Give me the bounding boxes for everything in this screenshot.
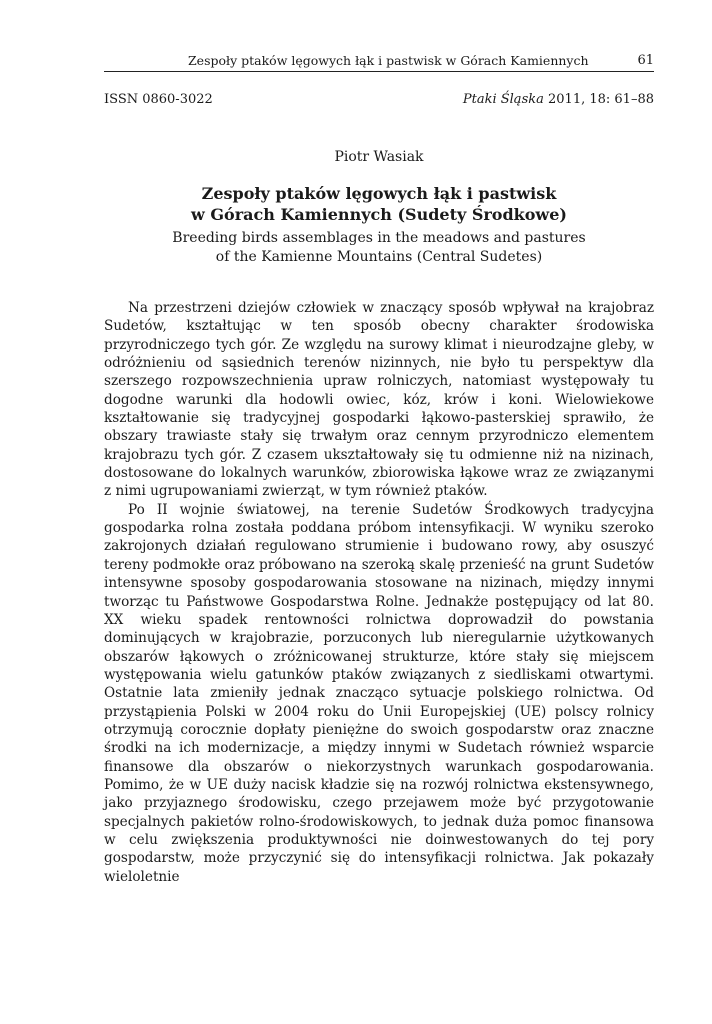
page-number: 61 [637,53,654,68]
title-pl-line-1: Zespoły ptaków lęgowych łąk i pastwisk [201,184,557,203]
paragraph-2: Po II wojnie światowej, na terenie Sudetów Środkowych tradycyjna gospodarka rolna została poddana próbom intensyfikacji. W wyniku szeroko zakrojonych działań regulowano strumienie i budowano rowy, aby osuszyć tereny podmokłe oraz próbowano na szeroką skalę przenieść na grunt Sudetów intensywne sposoby gospodarowania stosowane na nizinach, między innymi tworząc tu Państwowe Gospodarstwa Rolne. Jednakże postępujący od lat 80. XX wieku spadek rentowności rolnictwa doprowadził do powstania dominujących w krajobrazie, porzuconych lub nieregularnie użytkowanych obszarów łąkowych o zróżnicowanej strukturze, które stały się miejscem występowania wielu gatunków ptaków związanych z siedliskami otwartymi. Ostatnie lata zmieniły jednak znacząco sytuacje polskiego rolnictwa. Od przystąpienia Polski w 2004 roku do Unii Europejskiej (UE) polscy rolnicy otrzymują corocznie dopłaty pieniężne do swoich gospodarstw oraz znaczne środki na ich modernizacje, a między innymi w Sudetach również wsparcie finansowe dla obszarów o niekorzystnych warunkach gospodarowania. Pomimo, że w UE duży nacisk kładzie się na rozwój rolnictwa ekstensywnego, jako przyjaznego środowisku, czego przejawem może być przygotowanie specjalnych pakietów rolno-środowiskowych, to jednak duża pomoc finansowa w celu zwiększenia produktywności nie doinwestowanych do tej pory gospodarstw, może przyczynić się do intensyfikacji rolnictwa. Jak pokazały wieloletnie [104,501,654,885]
issn: ISSN 0860-3022 [104,92,213,107]
title-en-line-1: Breeding birds assemblages in the meadows and pastures [172,230,586,246]
author-name: Piotr Wasiak [334,149,424,165]
title-pl-line-2: w Górach Kamiennych (Sudety Środkowe) [191,205,567,224]
journal-citation [463,92,654,107]
running-head-title: Zespoły ptaków lęgowych łąk i pastwisk w Górach Kamiennych [188,53,589,68]
article-title-polish [104,183,654,225]
article-body [104,299,654,886]
journal-name: Ptaki Śląska [462,92,544,107]
paragraph-1: Na przestrzeni dziejów człowiek w znaczący sposób wpływał na krajobraz Sudetów, kształtując w ten sposób obecny charakter środowiska przyrodniczego tych gór. Ze względu na surowy klimat i nieurodzajne gleby, w odróżnieniu od sąsiednich terenów nizinnych, nie było tu perspektyw dla szerszego rozpowszechnienia upraw rolniczych, natomiast występowały tu dogodne warunki dla hodowli owiec, kóz, krów i koni. Wielowiekowe kształtowanie się tradycyjnej gospodarki łąkowo-pasterskiej sprawiło, że obszary trawiaste stały się trwałym oraz cennym przyrodniczo elementem krajobrazu tych gór. Z czasem ukształtowały się tu odmienne niż na nizinach, dostosowane do lokalnych warunków, zbiorowiska łąkowe wraz ze związanymi z nimi ugrupowaniami zwierząt, w tym również ptaków. [104,300,654,500]
header-rule [104,71,654,72]
journal-details: 2011, 18: 61–88 [543,92,654,107]
article-title-english [104,229,654,267]
title-en-line-2: of the Kamienne Mountains (Central Sudetes) [215,249,543,265]
